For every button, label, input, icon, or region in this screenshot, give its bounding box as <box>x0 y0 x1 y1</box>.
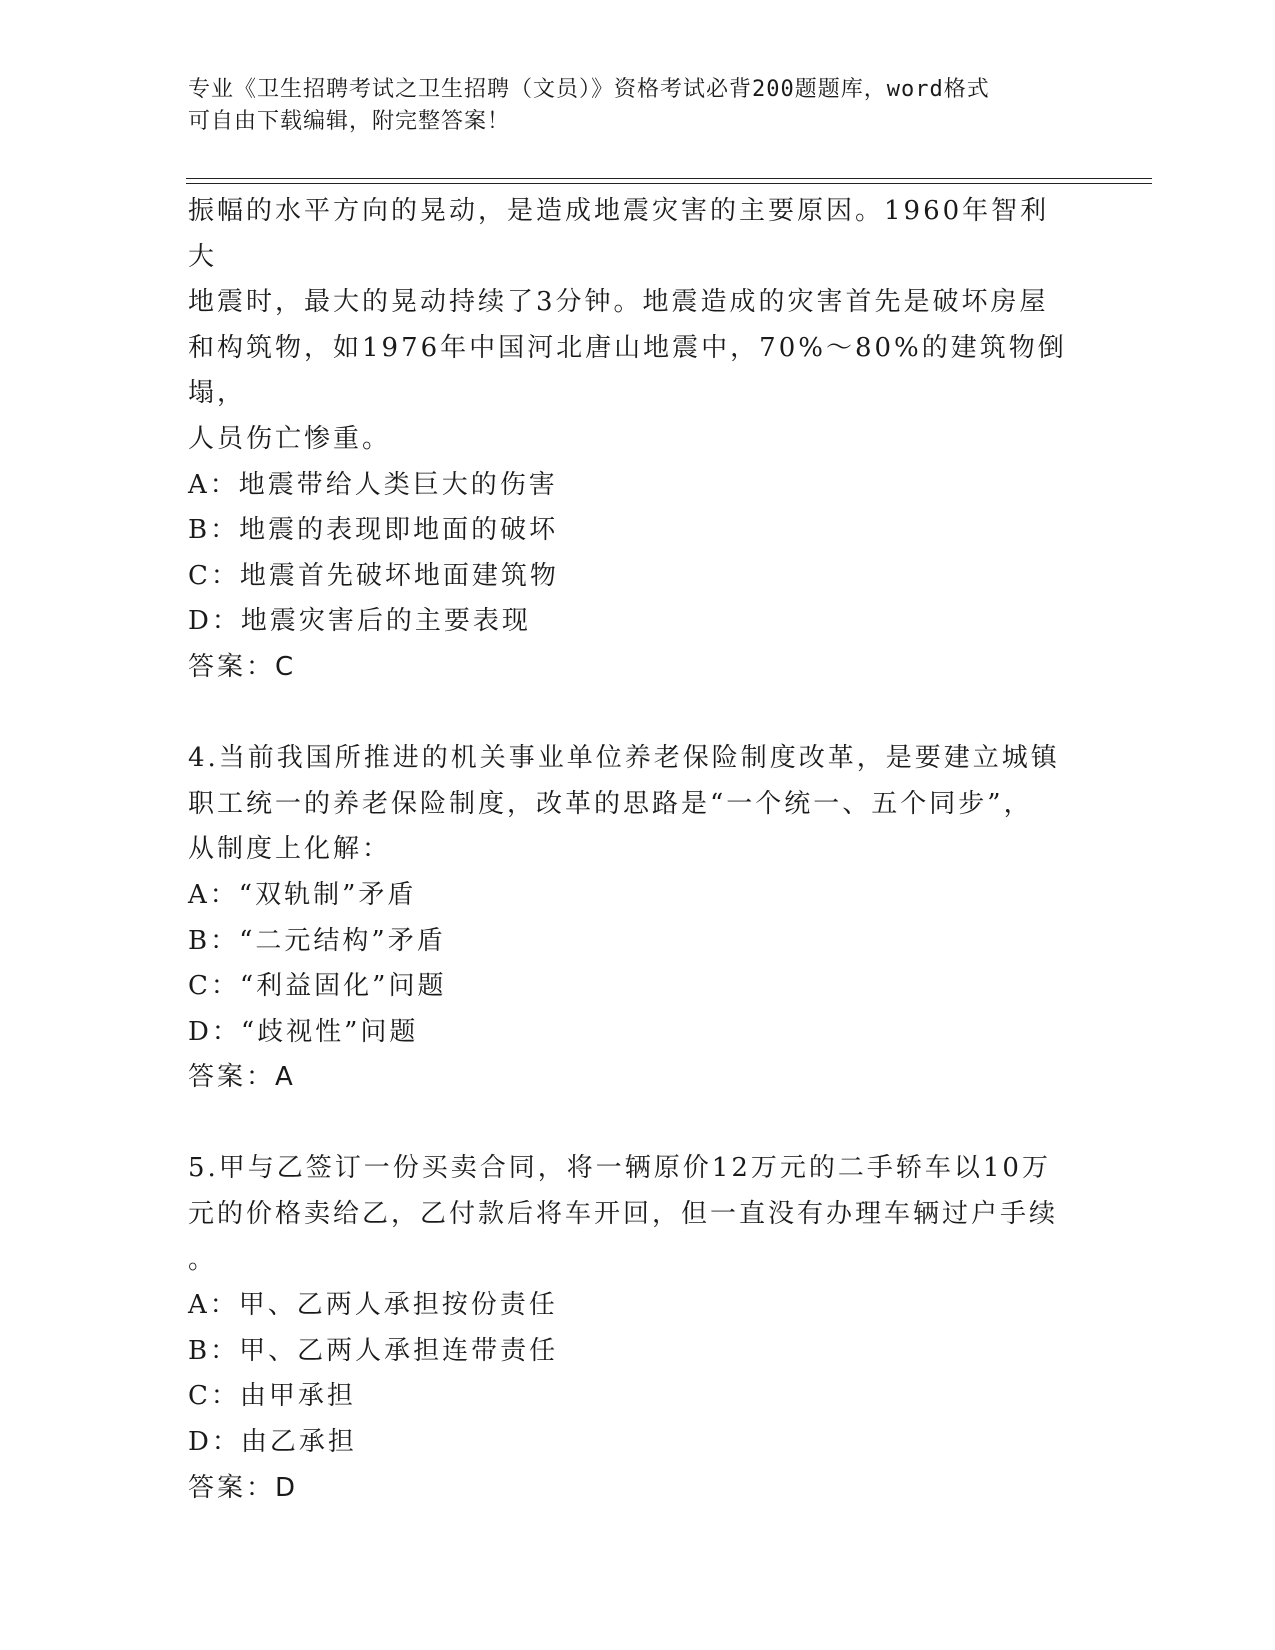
question-text-line: 和构筑物，如1976年中国河北唐山地震中，70%～80%的建筑物倒塌， <box>188 332 1067 409</box>
option-c: C：由甲承担 <box>188 1381 356 1412</box>
question-5 <box>188 1146 1068 1511</box>
option-c: C：地震首先破坏地面建筑物 <box>188 560 559 591</box>
option-d: D：地震灾害后的主要表现 <box>188 606 531 637</box>
question-4 <box>188 736 1068 1101</box>
header-rule-top <box>186 178 1152 179</box>
document-header <box>188 74 1068 138</box>
question-text-line: 人员伤亡惨重。 <box>188 423 392 454</box>
option-b: B：“二元结构”矛盾 <box>188 925 446 956</box>
option-b: B：甲、乙两人承担连带责任 <box>188 1335 559 1366</box>
answer: 答案：C <box>188 651 297 682</box>
option-d: D：由乙承担 <box>188 1427 357 1458</box>
option-a: A：地震带给人类巨大的伤害 <box>188 469 558 500</box>
question-text-line: 振幅的水平方向的晃动，是造成地震灾害的主要原因。1960年智利大 <box>188 196 1050 272</box>
header-line-1: 专业《卫生招聘考试之卫生招聘（文员）》资格考试必背200题题库，word格式 <box>188 77 990 102</box>
question-text-line: 职工统一的养老保险制度，改革的思路是“一个统一、五个同步”， <box>188 788 1033 819</box>
document-body <box>188 189 1068 1511</box>
header-rule-bottom <box>186 183 1152 184</box>
question-text-line: 5.甲与乙签订一份买卖合同，将一辆原价12万元的二手轿车以10万 <box>188 1153 1051 1184</box>
question-text-line: 4.当前我国所推进的机关事业单位养老保险制度改革，是要建立城镇 <box>188 743 1060 774</box>
question-text-line: 。 <box>188 1244 218 1275</box>
question-text-line: 元的价格卖给乙，乙付款后将车开回，但一直没有办理车辆过户手续 <box>188 1199 1059 1230</box>
option-d: D：“歧视性”问题 <box>188 1016 419 1047</box>
option-b: B：地震的表现即地面的破坏 <box>188 515 559 546</box>
question-text-line: 地震时，最大的晃动持续了3分钟。地震造成的灾害首先是破坏房屋 <box>188 287 1049 318</box>
option-a: A：甲、乙两人承担按份责任 <box>188 1290 558 1321</box>
header-line-2: 可自由下载编辑，附完整答案！ <box>188 109 511 134</box>
question-text-line: 从制度上化解： <box>188 834 392 865</box>
answer: 答案：A <box>188 1062 296 1093</box>
option-a: A：“双轨制”矛盾 <box>188 879 417 910</box>
option-c: C：“利益固化”问题 <box>188 971 447 1002</box>
spacer <box>188 1101 1068 1147</box>
spacer <box>188 691 1068 737</box>
question-3 <box>188 189 1068 691</box>
answer: 答案：D <box>188 1472 299 1503</box>
